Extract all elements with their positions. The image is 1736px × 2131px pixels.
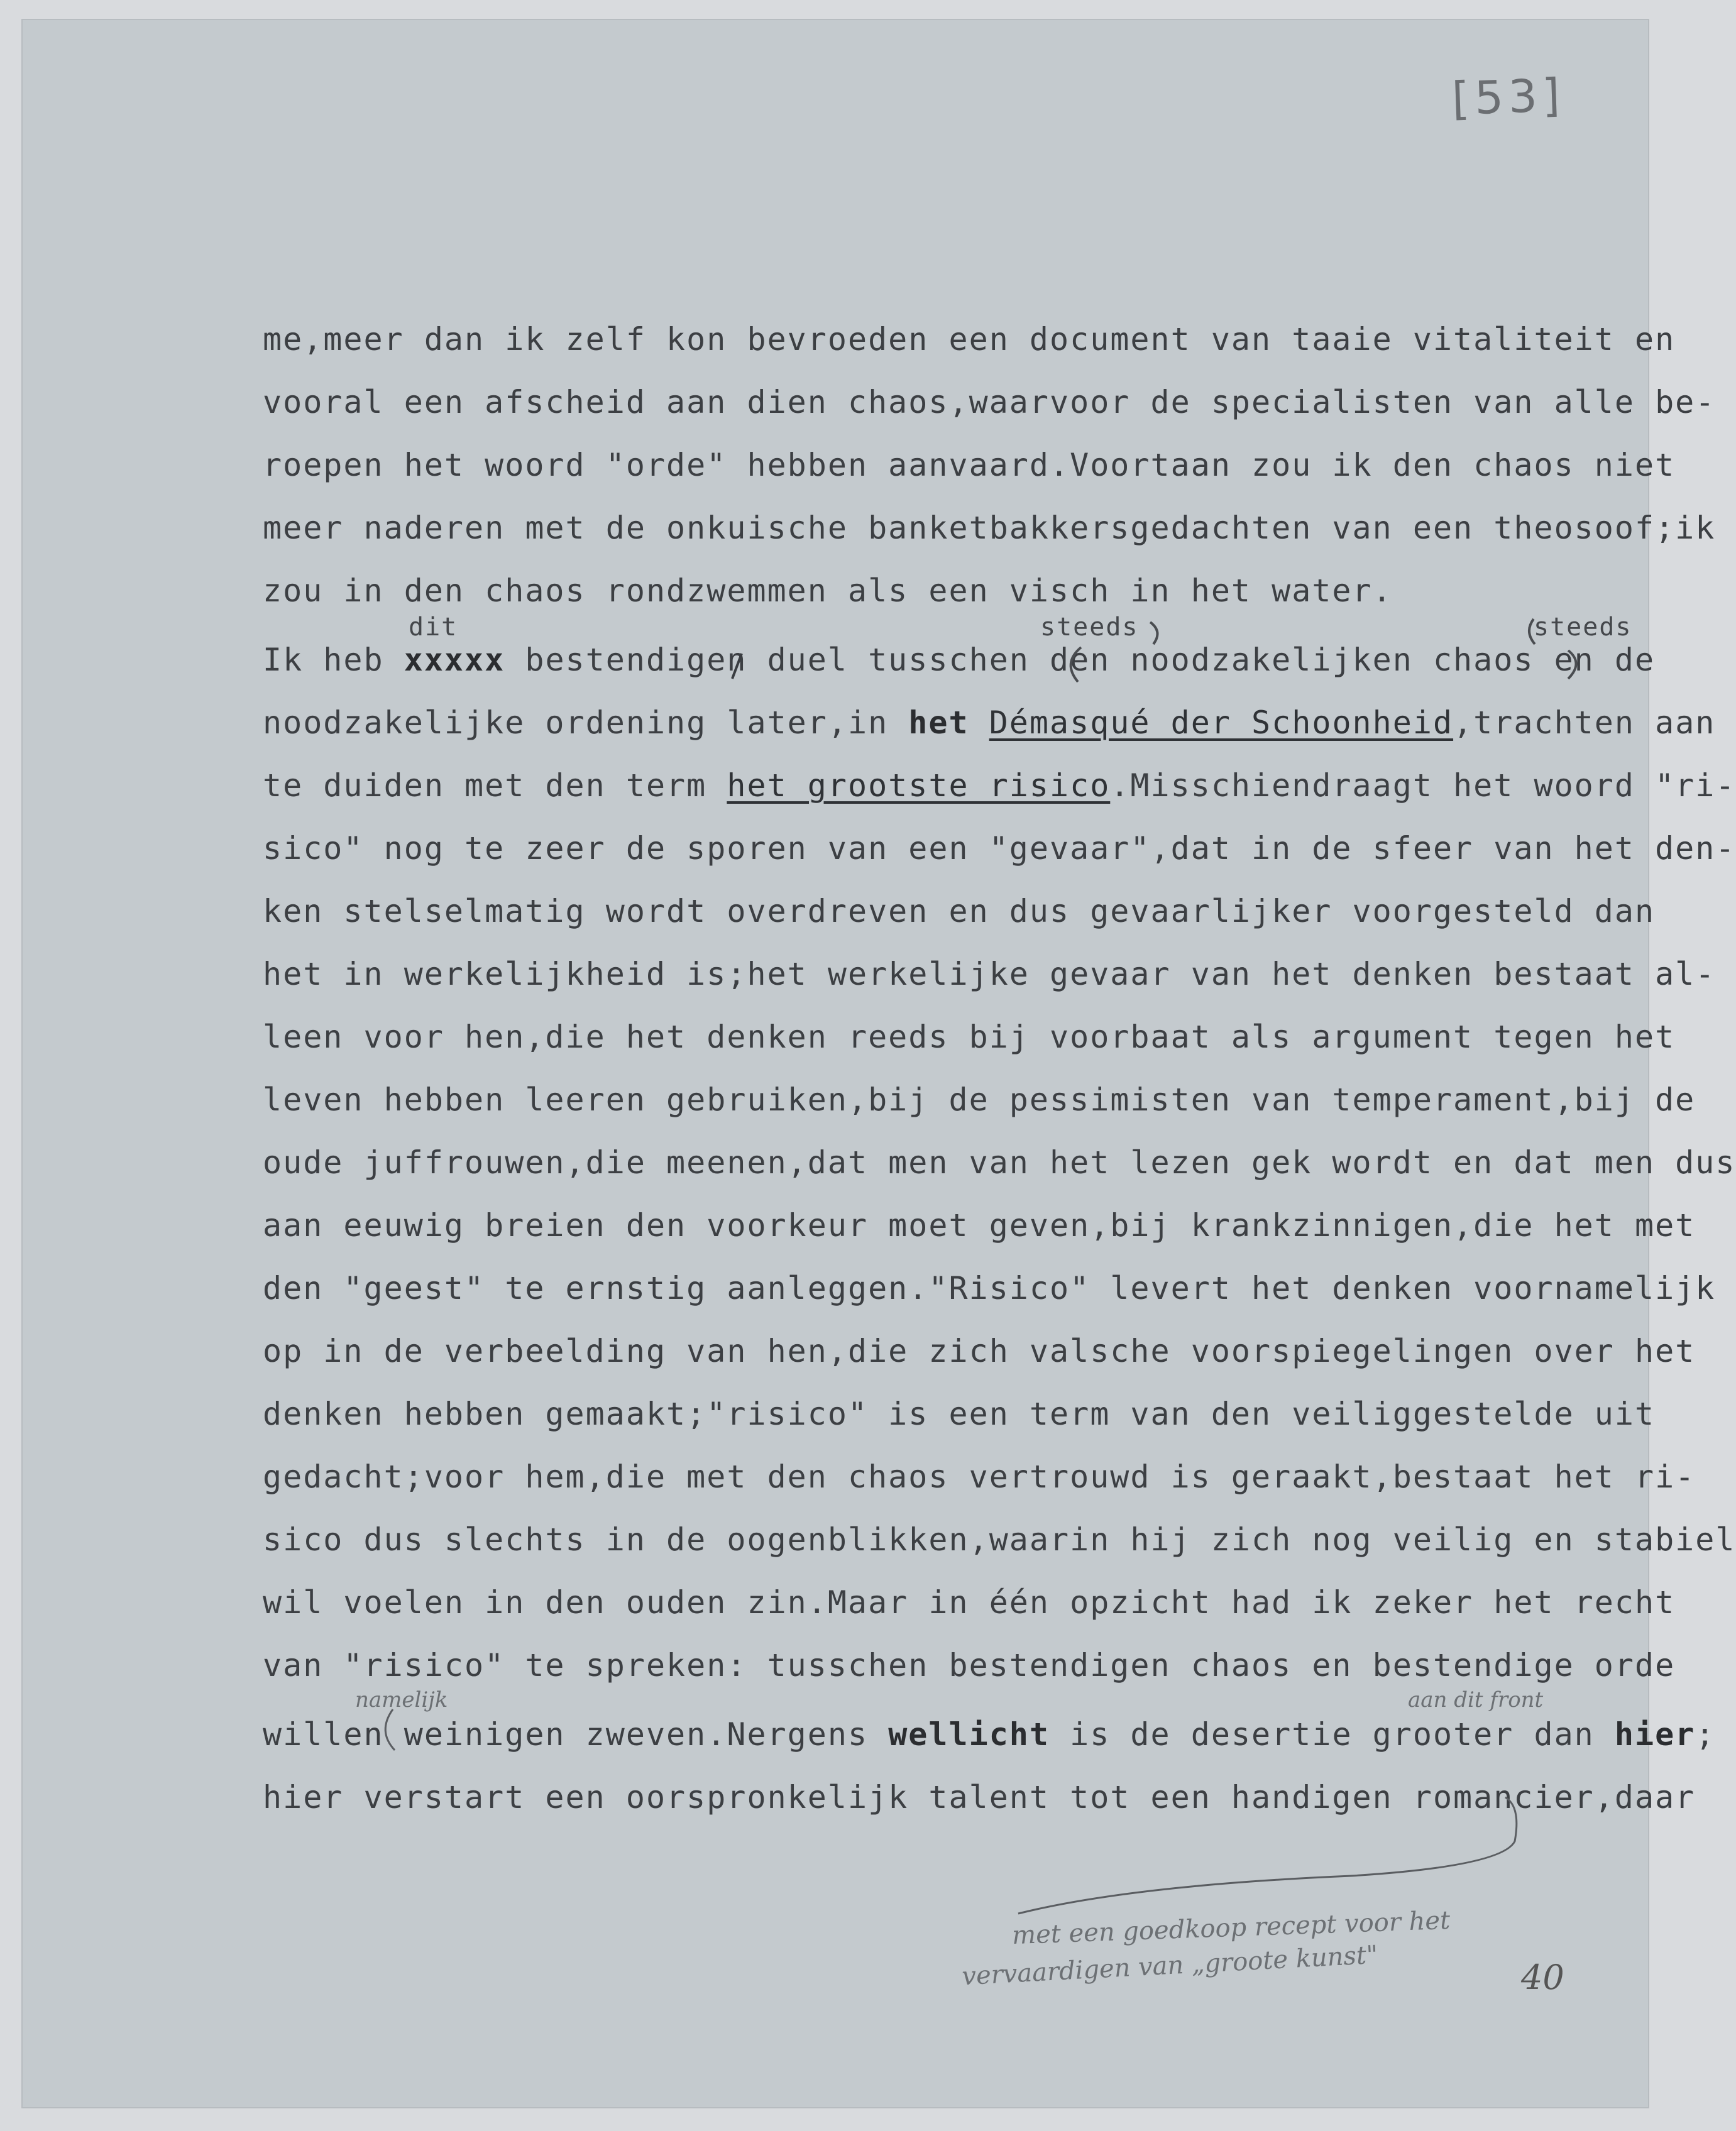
paren-close-1 [1150,622,1157,644]
text-line-1: me,meer dan ik zelf kon bevroeden een document van taaie vitaliteit en [263,321,1676,358]
insertion-dit: dit [409,613,458,642]
text-line-3: roepen het woord "orde" hebben aanvaard.Voortaan zou ik den chaos niet [263,447,1676,483]
underlined-title: Démasqué der Schoonheid [989,704,1454,741]
text-line-9: sico" nog te zeer de sporen van een "gevaar",dat in de sfeer van het den- [263,830,1736,867]
line23-b: is de desertie grooter dan [1050,1716,1615,1753]
paren-open-3 [385,1709,395,1750]
insertion-curve [1018,1797,1517,1914]
struck-word-xxxxx: xxxxx [404,642,505,678]
struck-word-wellicht: wellicht [888,1716,1050,1753]
text-line-16: den "geest" te ernstig aanleggen."Risico" levert het denken voornamelijk [263,1270,1716,1307]
text-line-14: oude juffrouwen,die meenen,dat men van het lezen gek wordt en dat men dus [263,1144,1736,1181]
struck-word-het: het [908,704,969,741]
insertion-steeds-2: steeds [1534,613,1632,642]
line8-b: .Misschiendraagt het woord "ri- [1110,767,1736,804]
underlined-term: het grootste risico [727,767,1111,804]
text-line-22: van "risico" te spreken: tusschen bestendigen chaos en bestendige orde [263,1647,1676,1684]
text-line-13: leven hebben leeren gebruiken,bij de pessimisten van temperament,bij de [263,1082,1696,1118]
margin-note-line-1: met een goedkoop recept voor het [1011,1905,1451,1951]
text-line-18: denken hebben gemaakt;"risico" is een term van den veiliggestelde uit [263,1396,1656,1432]
text-line-12: leen voor hen,die het denken reeds bij voorbaat als argument tegen het [263,1019,1676,1055]
insertion-aan-dit-front: aan dit front [1408,1687,1544,1712]
line6-a: Ik heb [263,642,404,678]
line7-b: ,trachten aan [1453,704,1716,741]
line6-b: bestendigen duel tusschen den noodzakelijken chaos en de [505,642,1656,678]
slash-mark [732,654,742,679]
text-line-2: vooral een afscheid aan dien chaos,waarvoor de specialisten van alle be- [263,384,1716,420]
insertion-steeds-1: steeds [1040,613,1139,642]
text-line-20: sico dus slechts in de oogenblikken,waarin hij zich nog veilig en stabiel [263,1521,1736,1558]
margin-note-line-2: vervaardigen van „groote kunst" [961,1940,1379,1991]
paren-open-1 [1071,647,1081,682]
text-line-24: hier verstart een oorspronkelijk talent tot een handigen romancier,daar [263,1779,1696,1816]
insertion-namelijk: namelijk [355,1687,448,1712]
text-line-4: meer naderen met de onkuische banketbakkersgedachten van een theosoof;ik [263,510,1716,546]
text-line-11: het in werkelijkheid is;het werkelijke gevaar van het denken bestaat al- [263,956,1716,992]
text-line-15: aan eeuwig breien den voorkeur moet geven,bij krankzinnigen,die het met [263,1207,1696,1244]
line23-c: ; [1695,1716,1716,1753]
line8-a: te duiden met den term [263,767,727,804]
text-line-19: gedacht;voor hem,die met den chaos vertrouwd is geraakt,bestaat het ri- [263,1459,1696,1495]
text-line-17: op in de verbeelding van hen,die zich valsche voorspiegelingen over het [263,1333,1696,1369]
text-line-21: wil voelen in den ouden zin.Maar in één opzicht had ik zeker het recht [263,1584,1676,1621]
struck-word-hier: hier [1614,1716,1696,1753]
paren-close-2 [1568,650,1576,679]
text-line-10: ken stelselmatig wordt overdreven en dus gevaarlijker voorgesteld dan [263,893,1656,929]
paren-open-2 [1529,619,1535,644]
line7-a: noodzakelijke ordening later,in [263,704,909,741]
text-line-5: zou in den chaos rondzwemmen als een visch in het water. [263,572,1393,609]
page-number: [53] [1451,68,1566,126]
line23-a: willen weinigen zweven.Nergens [263,1716,889,1753]
folio-number: 40 [1521,1958,1564,1997]
